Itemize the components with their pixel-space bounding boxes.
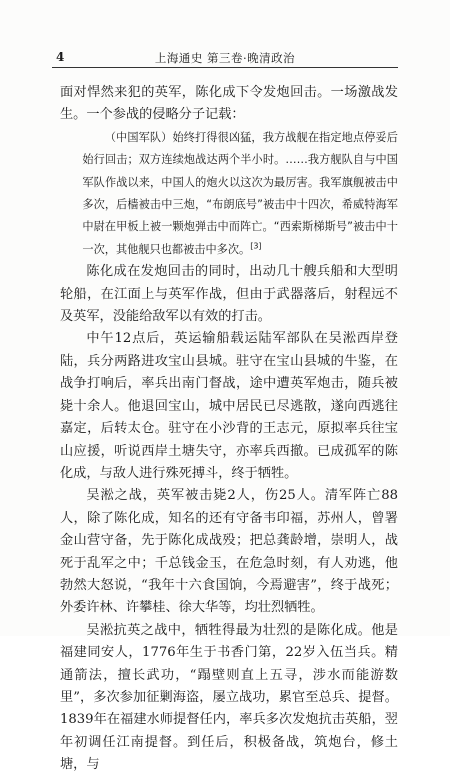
paragraph: 陈化成在发炮回击的同时，出动几十艘兵船和大型明轮船，在江面上与英军作战，但由于武器落后，射程远不及英军，没能给敌军以有效的打击。 [60,264,398,325]
body-text [60,82,398,777]
page-header [52,47,398,65]
header-rule [52,67,398,68]
quote-text: （中国军队）始终打得很凶猛，我方战舰在指定地点停妥后始行回击；双方连续炮战达两个半小时。……我方舰队自与中国军队作战以来，中国人的炮火以这次为最厉害。我军旗舰被击中多次，后樯被击中三炮，“布朗底号”被击中十四次，希威特海军中尉在甲板上被一颗炮弹击中而阵亡。“西索斯梯斯号”被击中十一次，其他舰只也都被击中多次。 [82,130,398,256]
paragraph: 中午12点后，英运输船载运陆军部队在吴淞西岸登陆，兵分两路进攻宝山县城。驻守在宝山县城的牛鉴，在战争打响后，率兵出南门督战，途中遭英军炮击，随兵被毙十余人。他退回宝山，城中居民已尽逃散，遂向西逃往嘉定，后转太仓。驻守在小沙背的王志元，原拟率兵往宝山应援，听说西岸土塘失守，亦率兵西撤。已成孤军的陈化成，与敌人进行殊死搏斗，终于牺牲。 [60,331,398,481]
running-title: 上海通史 第三卷·晚清政治 [154,51,296,65]
block-quote [60,127,398,261]
page-number: 4 [56,50,65,64]
footnote-marker: [3] [250,241,262,251]
paragraph: 吴淞抗英之战中，牺牲得最为壮烈的是陈化成。他是福建同安人，1776年生于书香门第，22岁入伍当兵。精通箭法，擅长武功，“蹋壁则直上五寻，涉水而能游数里”，多次参加征剿海盗，屡立战功，累官至总兵、提督。1839年在福建水师提督任内，率兵多次发炮抗击英船，翌年初调任江南提督。到任后，积极备战，筑炮台，修土塘，与 [60,622,398,773]
paragraph: 吴淞之战，英军被击毙2人，伤25人。清军阵亡88人，除了陈化成，知名的还有守备韦印福，苏州人，曾署金山营守备，先于陈化成战殁；把总龚龄增，崇明人，战死于乱军之中；千总钱金玉，在危急时刻，有人劝逃，他勃然大怒说，“我年十六食国饷，今焉避害”，终于战死；外委许林、许攀桂、徐大华等，均壮烈牺牲。 [60,488,398,616]
paragraph-continuation: 面对悍然来犯的英军，陈化成下令发炮回击。一场激战发生。一个参战的侵略分子记载： [60,85,398,123]
